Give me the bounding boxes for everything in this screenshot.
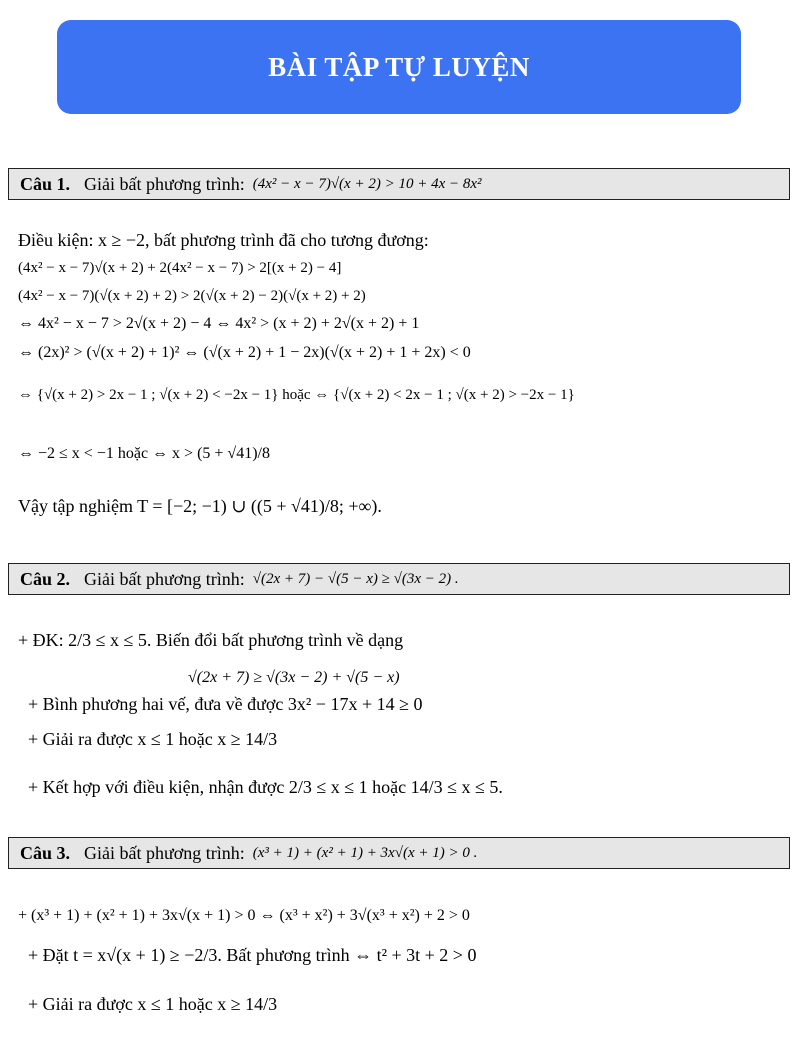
- page-title: BÀI TẬP TỰ LUYỆN: [268, 51, 530, 82]
- question-3-expression: (x³ + 1) + (x² + 1) + 3x√(x + 1) > 0 .: [252, 844, 478, 861]
- question-2-label: Câu 2.: [20, 568, 71, 589]
- question-1-label: Câu 1.: [20, 173, 71, 194]
- question-3-label: Câu 3.: [20, 842, 71, 863]
- q2-line-1: + ĐK: 2/3 ≤ x ≤ 5. Biến đổi bất phương trình về dạng: [18, 630, 404, 650]
- question-3-prompt: Giải bất phương trình:: [84, 842, 245, 863]
- q1-line-8: Vậy tập nghiệm T = [−2; −1) ∪ ((5 + √41)/8; +∞).: [18, 496, 382, 516]
- q1-line-7: ⇔ −2 ≤ x < −1 hoặc ⇔ x > (5 + √41)/8: [18, 445, 270, 462]
- question-2-header: [8, 563, 790, 595]
- q2-line-4: + Giải ra được x ≤ 1 hoặc x ≥ 14/3: [28, 729, 278, 749]
- q2-line-3: + Bình phương hai vế, đưa về được 3x² − 17x + 14 ≥ 0: [28, 694, 423, 714]
- title-banner: [57, 20, 741, 114]
- question-2-prompt: Giải bất phương trình:: [84, 568, 245, 589]
- question-1-prompt: Giải bất phương trình:: [84, 173, 245, 194]
- question-1-header: [8, 168, 790, 200]
- q1-line-4: ⇔ 4x² − x − 7 > 2√(x + 2) − 4 ⇔ 4x² > (x + 2) + 2√(x + 2) + 1: [18, 315, 420, 332]
- q1-line-6: ⇔ {√(x + 2) > 2x − 1 ; √(x + 2) < −2x − 1} hoặc ⇔ {√(x + 2) < 2x − 1 ; √(x + 2) > −2x − 1}: [18, 387, 575, 403]
- q2-line-2: √(2x + 7) ≥ √(3x − 2) + √(5 − x): [188, 669, 400, 686]
- question-2-expression: √(2x + 7) − √(5 − x) ≥ √(3x − 2) .: [252, 570, 459, 587]
- q1-line-1: Điều kiện: x ≥ −2, bất phương trình đã cho tương đương:: [18, 230, 429, 250]
- q1-line-2: (4x² − x − 7)√(x + 2) + 2(4x² − x − 7) > 2[(x + 2) − 4]: [18, 260, 342, 276]
- q1-line-5: ⇔ (2x)² > (√(x + 2) + 1)² ⇔ (√(x + 2) + 1 − 2x)(√(x + 2) + 1 + 2x) < 0: [18, 344, 471, 361]
- q1-line-3: (4x² − x − 7)(√(x + 2) + 2) > 2(√(x + 2) − 2)(√(x + 2) + 2): [18, 288, 366, 304]
- question-1-expression: (4x² − x − 7)√(x + 2) > 10 + 4x − 8x²: [252, 175, 482, 192]
- q3-line-3: + Giải ra được x ≤ 1 hoặc x ≥ 14/3: [28, 994, 278, 1014]
- q3-line-1: + (x³ + 1) + (x² + 1) + 3x√(x + 1) > 0 ⇔ (x³ + x²) + 3√(x³ + x²) + 2 > 0: [18, 907, 470, 924]
- question-3-header: [8, 837, 790, 869]
- q2-line-5: + Kết hợp với điều kiện, nhận được 2/3 ≤ x ≤ 1 hoặc 14/3 ≤ x ≤ 5.: [28, 777, 503, 797]
- q3-line-2: + Đặt t = x√(x + 1) ≥ −2/3. Bất phương trình ⇔ t² + 3t + 2 > 0: [28, 945, 477, 965]
